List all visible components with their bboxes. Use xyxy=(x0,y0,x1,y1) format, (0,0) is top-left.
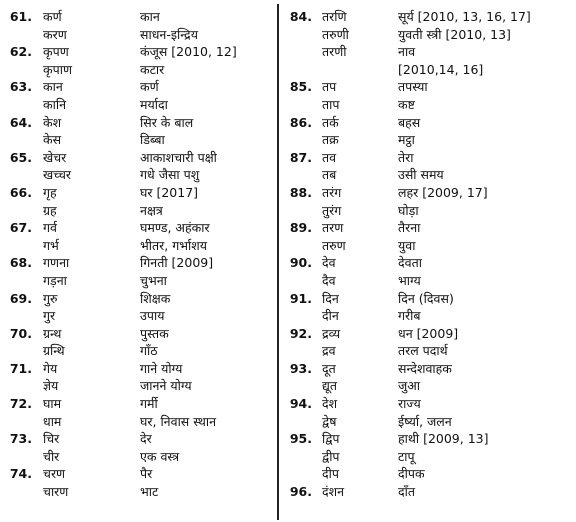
entry-row xyxy=(0,290,272,308)
entry-meaning: लहर [2009, 17] xyxy=(398,184,488,200)
entry-word: तरणि xyxy=(322,9,347,24)
entry-meaning: दीपक xyxy=(398,466,425,482)
entry-row xyxy=(0,395,272,413)
entry-number: 68. xyxy=(9,255,32,271)
entry-word: कानि xyxy=(43,96,67,112)
entry-word: गर्भ xyxy=(43,237,59,253)
entry-meaning: गाँठ xyxy=(140,343,158,359)
entry-row xyxy=(0,43,272,61)
entry-meaning: कंजूस [2010, 12] xyxy=(140,44,237,60)
entry-meaning: आकाशचारी पक्षी xyxy=(140,149,217,165)
entry-row xyxy=(0,26,272,44)
entry-meaning: टापू xyxy=(398,448,415,464)
entry-number: 65. xyxy=(9,149,32,165)
entry-word: करण xyxy=(43,26,67,42)
entry-word: तुरंग xyxy=(322,202,342,218)
entry-meaning: गाने योग्य xyxy=(140,360,183,376)
entry-number: 61. xyxy=(9,9,32,24)
entry-meaning: कष्ट xyxy=(398,96,415,112)
entry-meaning: कर्ण xyxy=(140,79,159,95)
entry-word: द्वीप xyxy=(322,448,340,464)
right-column xyxy=(282,0,574,501)
entry-meaning: शिक्षक xyxy=(140,290,171,306)
entry-word: तप xyxy=(322,79,337,95)
entry-row xyxy=(282,483,574,501)
entry-meaning: सिर के बाल xyxy=(140,114,194,130)
entry-row xyxy=(282,360,574,378)
entry-word: घाम xyxy=(43,396,62,412)
entry-meaning: [2010,14, 16] xyxy=(398,61,484,77)
entry-number: 89. xyxy=(289,220,312,236)
entry-row xyxy=(282,237,574,255)
entry-number: 85. xyxy=(289,79,312,95)
entry-meaning: नाव xyxy=(398,44,416,60)
entry-word: ग्रन्थि xyxy=(43,343,65,359)
entry-meaning: धन [2009] xyxy=(398,325,459,341)
entry-word: दैव xyxy=(322,272,336,288)
entry-word: तरंग xyxy=(322,184,342,200)
entry-row xyxy=(0,254,272,272)
entry-meaning: युवा xyxy=(398,237,416,253)
entry-number: 66. xyxy=(9,184,32,200)
entry-meaning: डिब्बा xyxy=(140,132,165,148)
entry-meaning: घोड़ा xyxy=(398,202,419,218)
entry-meaning: देवता xyxy=(398,255,422,271)
entry-word: गृह xyxy=(43,184,57,200)
entry-word: गुर xyxy=(43,308,56,324)
entry-row xyxy=(0,78,272,96)
entry-row xyxy=(0,448,272,466)
entry-number: 92. xyxy=(289,325,312,341)
entry-word: तक्र xyxy=(322,132,339,148)
entry-word: तरण xyxy=(322,220,344,236)
entry-row xyxy=(282,96,574,114)
entry-row xyxy=(0,219,272,237)
entry-meaning: गर्मी xyxy=(140,396,158,412)
entry-word: दीप xyxy=(322,466,339,482)
entry-word: गर्व xyxy=(43,220,57,236)
left-column xyxy=(0,0,272,501)
entry-word: केश xyxy=(43,114,62,130)
entry-meaning: जानने योग्य xyxy=(140,378,192,394)
entry-number: 64. xyxy=(9,114,32,130)
entry-meaning: एक वस्त्र xyxy=(140,448,180,464)
entry-word: द्वेष xyxy=(322,413,337,429)
entry-row xyxy=(282,290,574,308)
entry-row xyxy=(282,272,574,290)
entry-word: धाम xyxy=(43,413,62,429)
entry-word: कृपण xyxy=(43,44,69,60)
entry-word: चीर xyxy=(43,448,60,464)
entry-row xyxy=(0,307,272,325)
entry-meaning: साधन-इन्द्रिय xyxy=(140,26,198,42)
entry-row xyxy=(282,131,574,149)
entry-row xyxy=(282,184,574,202)
entry-row xyxy=(282,448,574,466)
entry-word: कृपाण xyxy=(43,61,72,77)
entry-word: ज्ञेय xyxy=(43,378,59,394)
column-divider xyxy=(277,4,279,520)
entry-word: केस xyxy=(43,132,62,148)
entry-row xyxy=(0,96,272,114)
entry-number: 90. xyxy=(289,255,312,271)
entry-word: गड़ना xyxy=(43,272,67,288)
entry-row xyxy=(282,395,574,413)
entry-word: ग्रह xyxy=(43,202,57,218)
entry-row xyxy=(0,8,272,26)
entry-meaning: तपस्या xyxy=(398,79,428,95)
entry-row xyxy=(0,184,272,202)
entry-number: 94. xyxy=(289,396,312,412)
entry-number: 86. xyxy=(289,114,312,130)
entry-meaning: नक्षत्र xyxy=(140,202,163,218)
entry-row xyxy=(282,166,574,184)
entry-row xyxy=(282,8,574,26)
entry-number: 96. xyxy=(289,484,312,500)
entry-word: चिर xyxy=(43,431,60,447)
entry-row xyxy=(0,272,272,290)
entry-meaning: सन्देशवाहक xyxy=(398,360,452,376)
entry-word: देव xyxy=(322,255,336,271)
entry-meaning: गधे जैसा पशु xyxy=(140,167,200,183)
entry-word: खेचर xyxy=(43,149,67,165)
entry-meaning: मर्यादा xyxy=(140,96,168,112)
entry-number: 63. xyxy=(9,79,32,95)
entry-meaning: सूर्य [2010, 13, 16, 17] xyxy=(398,9,531,24)
entry-row xyxy=(282,307,574,325)
entry-meaning: उपाय xyxy=(140,308,165,324)
entry-row xyxy=(282,254,574,272)
entry-meaning: चुभना xyxy=(140,272,167,288)
entry-word: दिन xyxy=(322,290,339,306)
entry-row xyxy=(0,131,272,149)
entry-word: देश xyxy=(322,396,338,412)
entry-meaning: दिन (दिवस) xyxy=(398,290,454,306)
entry-number: 95. xyxy=(289,431,312,447)
entry-row xyxy=(282,325,574,343)
entry-word: तव xyxy=(322,149,337,165)
entry-word: चारण xyxy=(43,484,69,500)
entry-row xyxy=(0,325,272,343)
entry-word: कर्ण xyxy=(43,9,62,24)
entry-word: तब xyxy=(322,167,337,183)
entry-row xyxy=(0,202,272,220)
entry-row xyxy=(282,219,574,237)
entry-meaning: राज्य xyxy=(398,396,421,412)
entry-number: 73. xyxy=(9,431,32,447)
entry-row xyxy=(0,377,272,395)
entry-meaning: भीतर, गर्भाशय xyxy=(140,237,208,253)
entry-number: 67. xyxy=(9,220,32,236)
entry-word: द्रव xyxy=(322,343,336,359)
entry-row xyxy=(0,430,272,448)
entry-row xyxy=(0,483,272,501)
entry-word: तर्क xyxy=(322,114,339,130)
entry-row xyxy=(282,413,574,431)
entry-row xyxy=(282,43,574,61)
entry-meaning: भाग्य xyxy=(398,272,421,288)
entry-word: ताप xyxy=(322,96,340,112)
entry-meaning: देर xyxy=(140,431,152,447)
entry-meaning: घर, निवास स्थान xyxy=(140,413,217,429)
entry-row xyxy=(282,78,574,96)
entry-row xyxy=(0,61,272,79)
entry-meaning: मट्ठा xyxy=(398,132,415,148)
entry-meaning: तेरा xyxy=(398,149,414,165)
entry-word: दंशन xyxy=(322,484,345,500)
entry-meaning: पैर xyxy=(140,466,153,482)
entry-number: 87. xyxy=(289,149,312,165)
entry-meaning: गिनती [2009] xyxy=(140,255,214,271)
entry-meaning: गरीब xyxy=(398,308,421,324)
entry-row xyxy=(282,61,574,79)
entry-word: द्रव्य xyxy=(322,325,341,341)
entry-number: 72. xyxy=(9,396,32,412)
entry-meaning: तैरना xyxy=(398,220,421,236)
entry-row xyxy=(282,149,574,167)
entry-number: 84. xyxy=(289,9,312,24)
entry-row xyxy=(282,114,574,132)
entry-word: द्विप xyxy=(322,431,340,447)
entry-meaning: भाट xyxy=(140,484,159,500)
entry-meaning: दाँत xyxy=(398,484,416,500)
entry-row xyxy=(0,360,272,378)
entry-number: 69. xyxy=(9,290,32,306)
entry-row xyxy=(282,342,574,360)
entry-meaning: उसी समय xyxy=(398,167,444,183)
entry-row xyxy=(0,342,272,360)
entry-number: 74. xyxy=(9,466,32,482)
entry-row xyxy=(0,114,272,132)
entry-row xyxy=(282,430,574,448)
entry-word: चरण xyxy=(43,466,66,482)
entry-word: गुरु xyxy=(43,290,58,306)
entry-meaning: युवती स्त्री [2010, 13] xyxy=(398,26,511,42)
entry-word: दूत xyxy=(322,360,336,376)
entry-row xyxy=(282,26,574,44)
entry-meaning: जुआ xyxy=(398,378,421,394)
entry-number: 91. xyxy=(289,290,312,306)
entry-row xyxy=(0,149,272,167)
entry-row xyxy=(0,166,272,184)
entry-number: 62. xyxy=(9,44,32,60)
entry-word: ग्रन्थ xyxy=(43,325,62,341)
entry-word: तरुणी xyxy=(322,26,349,42)
entry-meaning: बहस xyxy=(398,114,421,130)
entry-row xyxy=(0,465,272,483)
entry-word: दीन xyxy=(322,308,339,324)
entry-word: तरुण xyxy=(322,237,346,253)
entry-word: खच्चर xyxy=(43,167,71,183)
entry-row xyxy=(0,237,272,255)
entry-word: गणना xyxy=(43,255,70,271)
entry-meaning: पुस्तक xyxy=(140,325,169,341)
entry-meaning: घमण्ड, अहंकार xyxy=(140,220,210,236)
entry-word: गेय xyxy=(43,360,58,376)
entry-meaning: तरल पदार्थ xyxy=(398,343,448,359)
entry-word: तरणी xyxy=(322,44,347,60)
entry-meaning: ईर्ष्या, जलन xyxy=(398,413,452,429)
entry-word: द्यूत xyxy=(322,378,338,394)
entry-meaning: कटार xyxy=(140,61,165,77)
entry-word: कान xyxy=(43,79,63,95)
entry-number: 88. xyxy=(289,184,312,200)
entry-row xyxy=(282,377,574,395)
entry-meaning: घर [2017] xyxy=(140,184,199,200)
entry-number: 71. xyxy=(9,360,32,376)
entry-number: 70. xyxy=(9,325,32,341)
entry-meaning: कान xyxy=(140,9,160,24)
entry-meaning: हाथी [2009, 13] xyxy=(398,431,489,447)
entry-row xyxy=(0,413,272,431)
entry-row xyxy=(282,465,574,483)
entry-number: 93. xyxy=(289,360,312,376)
entry-row xyxy=(282,202,574,220)
